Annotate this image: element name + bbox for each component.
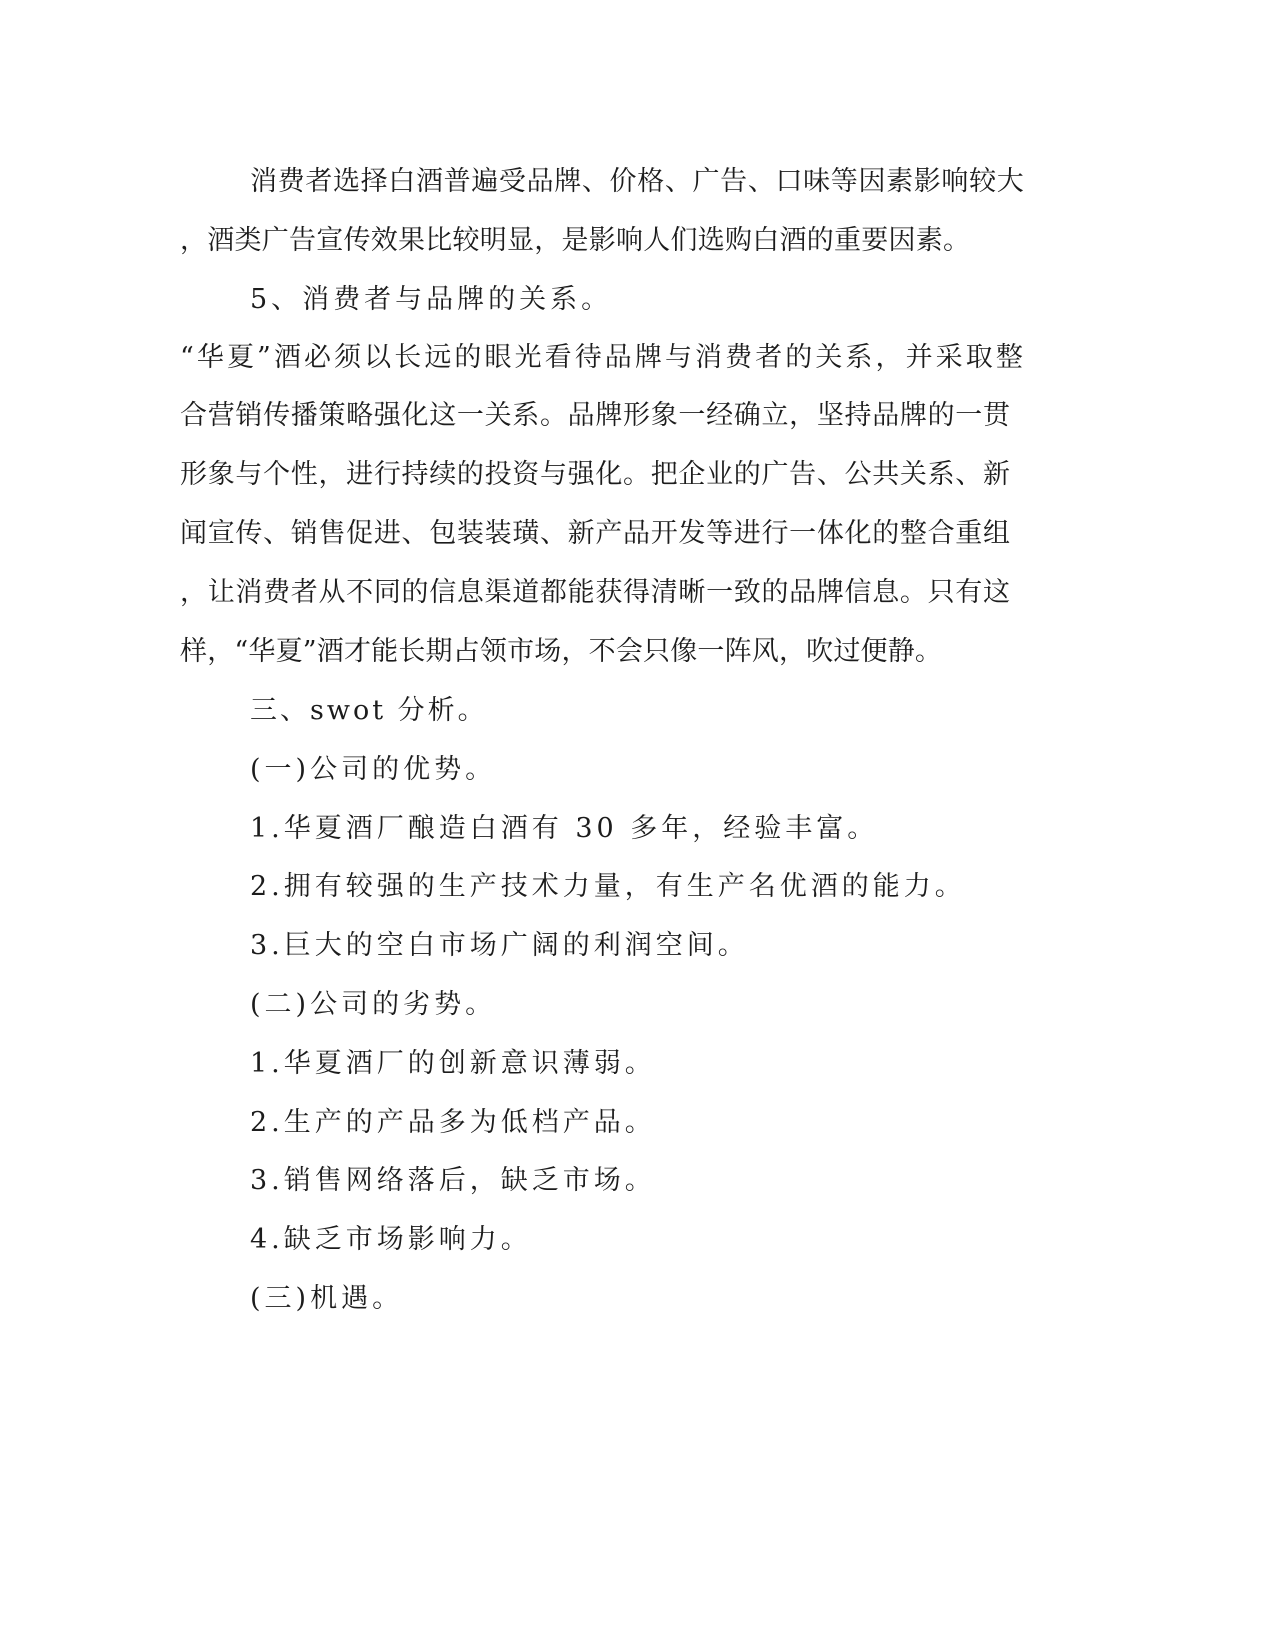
weakness-item: 1.华夏酒厂的创新意识薄弱。 (250, 1048, 656, 1079)
paragraph-2-line-2: 合 营 销 传 播 策 略 强 化 这 一 关 系 。 品 牌 形 象 一 经 确 立 ， 坚 持 品 牌 的 一 贯 (180, 400, 1010, 431)
strength-item: 2.拥有较强的生产技术力量，有生产名优酒的能力。 (250, 871, 966, 902)
weaknesses-heading: (二)公司的劣势。 (250, 989, 497, 1020)
paragraph-2-line-4: 闻 宣 传 、 销 售 促 进 、 包 装 装 璜 、 新 产 品 开 发 等 进 行 一 体 化 的 整 合 重 组 (180, 518, 1010, 549)
heading-5: 5、消费者与品牌的关系。 (250, 284, 613, 315)
paragraph-2-line-3: 形 象 与 个 性 ， 进 行 持 续 的 投 资 与 强 化 。 把 企 业 的 广 告 、 公 共 关 系 、 新 (180, 459, 1010, 490)
weakness-item: 2.生产的产品多为低档产品。 (250, 1107, 656, 1138)
section-3-heading: 三、swot 分析。 (250, 695, 488, 726)
paragraph-1-line-1: 消 费 者 选 择 白 酒 普 遍 受 品 牌 、 价 格 、 广 告 、 口 味 等 因 素 影 响 较 大 (250, 166, 1024, 197)
weakness-item: 4.缺乏市场影响力。 (250, 1224, 532, 1255)
strength-item: 1.华夏酒厂酿造白酒有 30 多年，经验丰富。 (250, 813, 879, 844)
strength-item: 3.巨大的空白市场广阔的利润空间。 (250, 930, 749, 961)
paragraph-2-line-1: “ 华 夏 ” 酒 必 须 以 长 远 的 眼 光 看 待 品 牌 与 消 费 者 的 关 系 ， 并 采 取 整 (180, 342, 1023, 373)
strengths-heading: (一)公司的优势。 (250, 754, 497, 785)
paragraph-2-line-6: 样 ， “ 华 夏 ” 酒 才 能 长 期 占 领 市 场 ， 不 会 只 像 一 阵 风 ， 吹 过 便 静 。 (180, 636, 942, 667)
weakness-item: 3.销售网络落后，缺乏市场。 (250, 1165, 656, 1196)
paragraph-2-line-5: ， 让 消 费 者 从 不 同 的 信 息 渠 道 都 能 获 得 清 晰 一 致 的 品 牌 信 息 。 只 有 这 (180, 577, 1010, 608)
opportunities-heading: (三)机遇。 (250, 1283, 404, 1314)
paragraph-1-line-2: ， 酒 类 广 告 宣 传 效 果 比 较 明 显 ， 是 影 响 人 们 选 购 白 酒 的 重 要 因 素 。 (180, 225, 970, 256)
